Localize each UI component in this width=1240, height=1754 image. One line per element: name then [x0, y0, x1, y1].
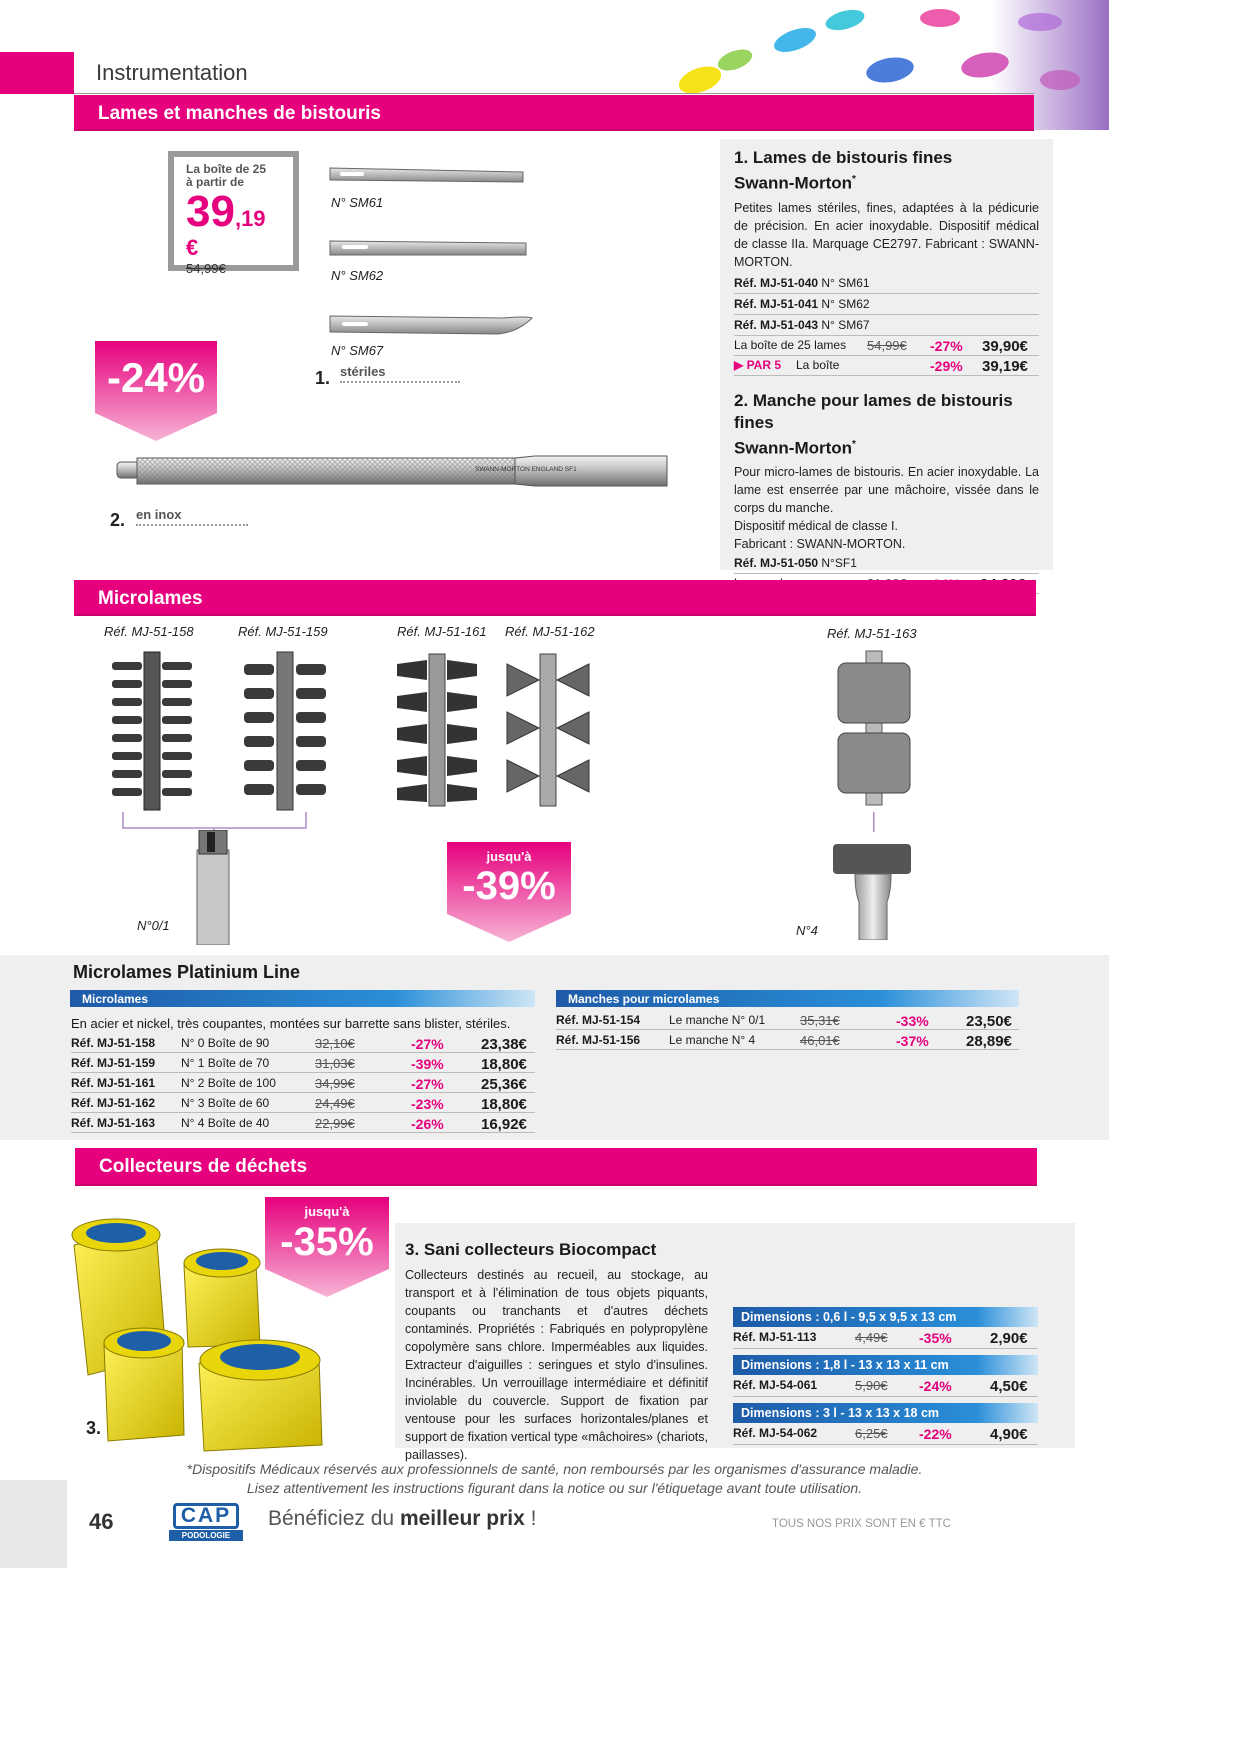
price-label: La boîte — [796, 357, 840, 372]
ref-code: Réf. MJ-51-113 — [733, 1330, 817, 1344]
page-corner-band — [0, 1480, 67, 1568]
slogan-bold: meilleur prix — [399, 1507, 525, 1530]
ref-code: Réf. MJ-51-163 — [71, 1116, 156, 1130]
page-title: Instrumentation — [96, 60, 248, 85]
discount: -26% — [411, 1116, 444, 1132]
item-1-tag: stériles — [340, 364, 460, 383]
final-price: 16,92€ — [481, 1116, 527, 1133]
platinium-description: En acier et nickel, très coupantes, montées sur barrette sans blister, stériles. — [71, 1016, 511, 1031]
price-row — [734, 356, 1039, 376]
header-rule — [74, 93, 1034, 94]
ref-label: N° SM62 — [821, 296, 870, 311]
blade-label: N° SM62 — [331, 268, 384, 283]
price-label: La boîte de 25 lames — [734, 337, 847, 352]
dimension-header: Dimensions : 1,8 l - 13 x 13 x 11 cm — [733, 1355, 1038, 1375]
handle-n01-image — [193, 830, 233, 945]
product-2-description: Pour micro-lames de bistouris. En acier inoxydable. La lame est enserrée par une mâchoire, vissée dans le corps du manche. — [734, 465, 1039, 516]
discount: -37% — [896, 1033, 929, 1049]
row-label: N° 4 Boîte de 40 — [181, 1116, 270, 1130]
discount: -22% — [919, 1426, 952, 1442]
badge-upto: jusqu'à — [304, 1204, 350, 1219]
product-2-class: Dispositif médical de classe I. — [734, 519, 898, 534]
blade-label: N° SM67 — [331, 343, 384, 358]
discount: -27% — [411, 1036, 444, 1052]
microlame-ref: Réf. MJ-51-158 — [104, 624, 194, 639]
final-price: 25,36€ — [481, 1076, 527, 1093]
final-price: 4,50€ — [990, 1378, 1028, 1395]
handle-n4-image — [831, 842, 913, 940]
microlame-ref: Réf. MJ-51-159 — [238, 624, 328, 639]
final-price: 18,80€ — [481, 1096, 527, 1113]
table-row — [71, 1033, 535, 1053]
row-label: N° 0 Boîte de 90 — [181, 1036, 270, 1050]
old-price: 24,49€ — [315, 1096, 355, 1111]
ref-row — [734, 294, 1039, 315]
final-price: 4,90€ — [990, 1426, 1028, 1443]
section-title: Collecteurs de déchets — [99, 1156, 308, 1177]
row-label: Le manche N° 4 — [669, 1033, 756, 1047]
item-2-tag: en inox — [136, 507, 248, 526]
old-price: 32,10€ — [315, 1036, 355, 1051]
item-2-number: 2. — [110, 510, 126, 530]
blade-label: N° SM61 — [331, 195, 384, 210]
dimensions-table — [733, 1307, 1038, 1445]
product-2-title-1: 2. Manche pour lames de bistouris fines — [734, 390, 1013, 432]
footnote-line-2: Lisez attentivement les instructions figurant dans la notice ou sur l'étiquetage avant toute utilisation. — [246, 1480, 863, 1496]
ref-code: Réf. MJ-51-159 — [71, 1056, 156, 1070]
handle-engraving: SWANN-MORTON ENGLAND SF1 — [475, 466, 577, 473]
old-price: 22,99€ — [315, 1116, 355, 1131]
page-number: 46 — [89, 1509, 114, 1534]
price-box-label-1: La boîte de 25 — [186, 162, 267, 176]
ref-code: Réf. MJ-54-061 — [733, 1378, 818, 1392]
ref-code: Réf. MJ-51-041 — [734, 296, 819, 311]
microlame-strip-162 — [503, 650, 593, 810]
table-row — [71, 1073, 535, 1093]
badge-upto: jusqu'à — [486, 849, 532, 864]
blade-sm67-image — [328, 310, 533, 338]
final-price: 23,38€ — [481, 1036, 527, 1053]
row-label: Le manche N° 0/1 — [669, 1013, 766, 1027]
asterisk: * — [852, 438, 856, 450]
section-title: Microlames — [98, 588, 203, 609]
ref-code: Réf. MJ-51-158 — [71, 1036, 156, 1050]
header-pink-tab — [0, 52, 74, 94]
logo-text: CAP — [173, 1503, 239, 1529]
slogan-post: ! — [530, 1507, 537, 1530]
ref-label: N° SM61 — [821, 275, 870, 290]
microlame-strip-158 — [108, 648, 196, 814]
table-row — [71, 1093, 535, 1113]
discount: -27% — [930, 337, 963, 354]
slogan-pre: Bénéficiez du — [268, 1507, 395, 1530]
row-label: N° 2 Boîte de 100 — [181, 1076, 276, 1090]
old-price: 6,25€ — [855, 1426, 888, 1441]
item-1-number: 1. — [315, 368, 331, 388]
par5-tag: ▶ PAR 5 — [734, 357, 782, 372]
section-band-microlames — [74, 580, 1036, 616]
ttc-notice: TOUS NOS PRIX SONT EN € TTC — [772, 1518, 951, 1530]
microlame-strip-161 — [393, 650, 481, 810]
discount: -39% — [411, 1056, 444, 1072]
ref-code: Réf. MJ-51-154 — [556, 1013, 641, 1027]
product-3-title: 3. Sani collecteurs Biocompact — [405, 1240, 657, 1259]
old-price: 31,03€ — [315, 1056, 355, 1071]
blade-sm62-image — [328, 235, 530, 261]
handle-label-n01: N°0/1 — [137, 918, 170, 933]
footnote-line-1: *Dispositifs Médicaux réservés aux professionnels de santé, non remboursés par les organismes d'assurance maladie. — [186, 1461, 923, 1477]
table-header-manches: Manches pour microlames — [556, 990, 1019, 1007]
section-band-bistouris — [74, 95, 1034, 131]
product-2-maker: Fabricant : SWANN-MORTON. — [734, 537, 906, 552]
ref-row — [734, 273, 1039, 294]
ref-code: Réf. MJ-51-040 — [734, 275, 819, 290]
footnote — [0, 1460, 1109, 1498]
connector-line — [872, 812, 876, 832]
ref-row — [734, 553, 1039, 574]
manches-table — [556, 1010, 1019, 1050]
microlame-ref: Réf. MJ-51-163 — [827, 626, 917, 641]
old-price: 4,49€ — [855, 1330, 888, 1345]
old-price: 46,01€ — [800, 1033, 840, 1048]
final-price: 2,90€ — [990, 1330, 1028, 1347]
microlame-ref: Réf. MJ-51-161 — [397, 624, 487, 639]
final-price: 18,80€ — [481, 1056, 527, 1073]
discount-badge-39: -39% — [462, 864, 556, 908]
ref-code: Réf. MJ-51-050 — [734, 556, 819, 571]
discount: -24% — [919, 1378, 952, 1394]
ref-code: Réf. MJ-51-162 — [71, 1096, 156, 1110]
section-title: Lames et manches de bistouris — [98, 103, 381, 124]
product-panel — [720, 139, 1053, 570]
product-3-description: Collecteurs destinés au recueil, au stockage, au transport et à l'élimination de tous objets piquants, coupants ou tranchants et d'autres déchets contaminés. Propriétés : Fabriqués en polypropylène copolymère sans chlore. Imperméables aux liquides. Extracteur d'aiguilles : seringues et stylo d'insulines. Incinérables. Un verrouillage intermédiaire et définitif inviolable du couvercle. Support de fixation par ventouse pour les surfaces horizontales/planes et support de fixation vertical type «mâchoires» (chariots, paillasses). — [405, 1268, 708, 1462]
discount: -29% — [930, 357, 963, 374]
microlame-strip-159 — [240, 648, 330, 814]
old-price: 54,99€ — [867, 337, 907, 353]
item-3-number: 3. — [86, 1418, 102, 1438]
blade-sm61-image — [328, 160, 528, 188]
price-row — [734, 336, 1039, 356]
price-box — [168, 151, 299, 276]
discount: -35% — [919, 1330, 952, 1346]
ref-label: N° SM67 — [821, 317, 870, 332]
dimension-header: Dimensions : 0,6 l - 9,5 x 9,5 x 13 cm — [733, 1307, 1038, 1327]
discount-badge-35: -35% — [280, 1220, 374, 1264]
final-price: 39,90€ — [982, 337, 1028, 355]
old-price: 5,90€ — [855, 1378, 888, 1393]
table-row — [733, 1375, 1038, 1397]
price-old: 54,99€ — [186, 261, 226, 276]
old-price: 34,99€ — [315, 1076, 355, 1091]
row-label: N° 1 Boîte de 70 — [181, 1056, 270, 1070]
platinium-title: Microlames Platinium Line — [73, 962, 301, 982]
ref-code: Réf. MJ-54-062 — [733, 1426, 818, 1440]
slogan — [268, 1507, 537, 1531]
table-row — [71, 1053, 535, 1073]
dimension-header: Dimensions : 3 l - 13 x 13 x 18 cm — [733, 1403, 1038, 1423]
table-row — [556, 1010, 1019, 1030]
table-row — [733, 1423, 1038, 1445]
handle-label-n4: N°4 — [796, 923, 818, 938]
product-1-title-1: 1. Lames de bistouris fines — [734, 148, 953, 167]
microlame-ref: Réf. MJ-51-162 — [505, 624, 595, 639]
row-label: N° 3 Boîte de 60 — [181, 1096, 270, 1110]
discount-badge-24: -24% — [106, 354, 206, 401]
table-row — [733, 1327, 1038, 1349]
microlame-strip-163 — [834, 649, 914, 807]
cap-logo — [165, 1503, 245, 1541]
table-header-microlames: Microlames — [70, 990, 535, 1007]
section-band-collecteurs — [75, 1148, 1037, 1186]
scalpel-handle-image — [115, 452, 670, 490]
final-price: 28,89€ — [966, 1033, 1012, 1050]
ref-code: Réf. MJ-51-161 — [71, 1076, 156, 1090]
ref-code: Réf. MJ-51-156 — [556, 1033, 641, 1047]
ref-row — [734, 315, 1039, 336]
discount: -27% — [411, 1076, 444, 1092]
price-box-label-2: à partir de — [186, 175, 245, 189]
asterisk: * — [852, 174, 856, 185]
old-price: 35,31€ — [800, 1013, 840, 1028]
discount: -23% — [411, 1096, 444, 1112]
product-2-title-2: Swann-Morton — [734, 438, 853, 458]
final-price: 23,50€ — [966, 1013, 1012, 1030]
platinium-table — [71, 1033, 535, 1133]
final-price: 39,19€ — [982, 357, 1028, 375]
price-main: 39 — [186, 187, 235, 236]
product-1-title-2: Swann-Morton — [734, 173, 853, 193]
discount: -33% — [896, 1013, 929, 1029]
bracket — [122, 812, 308, 832]
table-row — [556, 1030, 1019, 1050]
price-cents: ,19 € — [186, 206, 266, 260]
ref-code: Réf. MJ-51-043 — [734, 317, 819, 332]
product-1-description: Petites lames stériles, fines, adaptées à la pédicurie de précision. En acier inoxydable. Dispositif médical de classe IIa. Marquage CE2797. Fabricant : SWANN-MORTON. — [734, 200, 1039, 269]
logo-subtext: PODOLOGIE — [169, 1530, 243, 1541]
table-row — [71, 1113, 535, 1133]
ref-label: N°SF1 — [821, 556, 857, 571]
